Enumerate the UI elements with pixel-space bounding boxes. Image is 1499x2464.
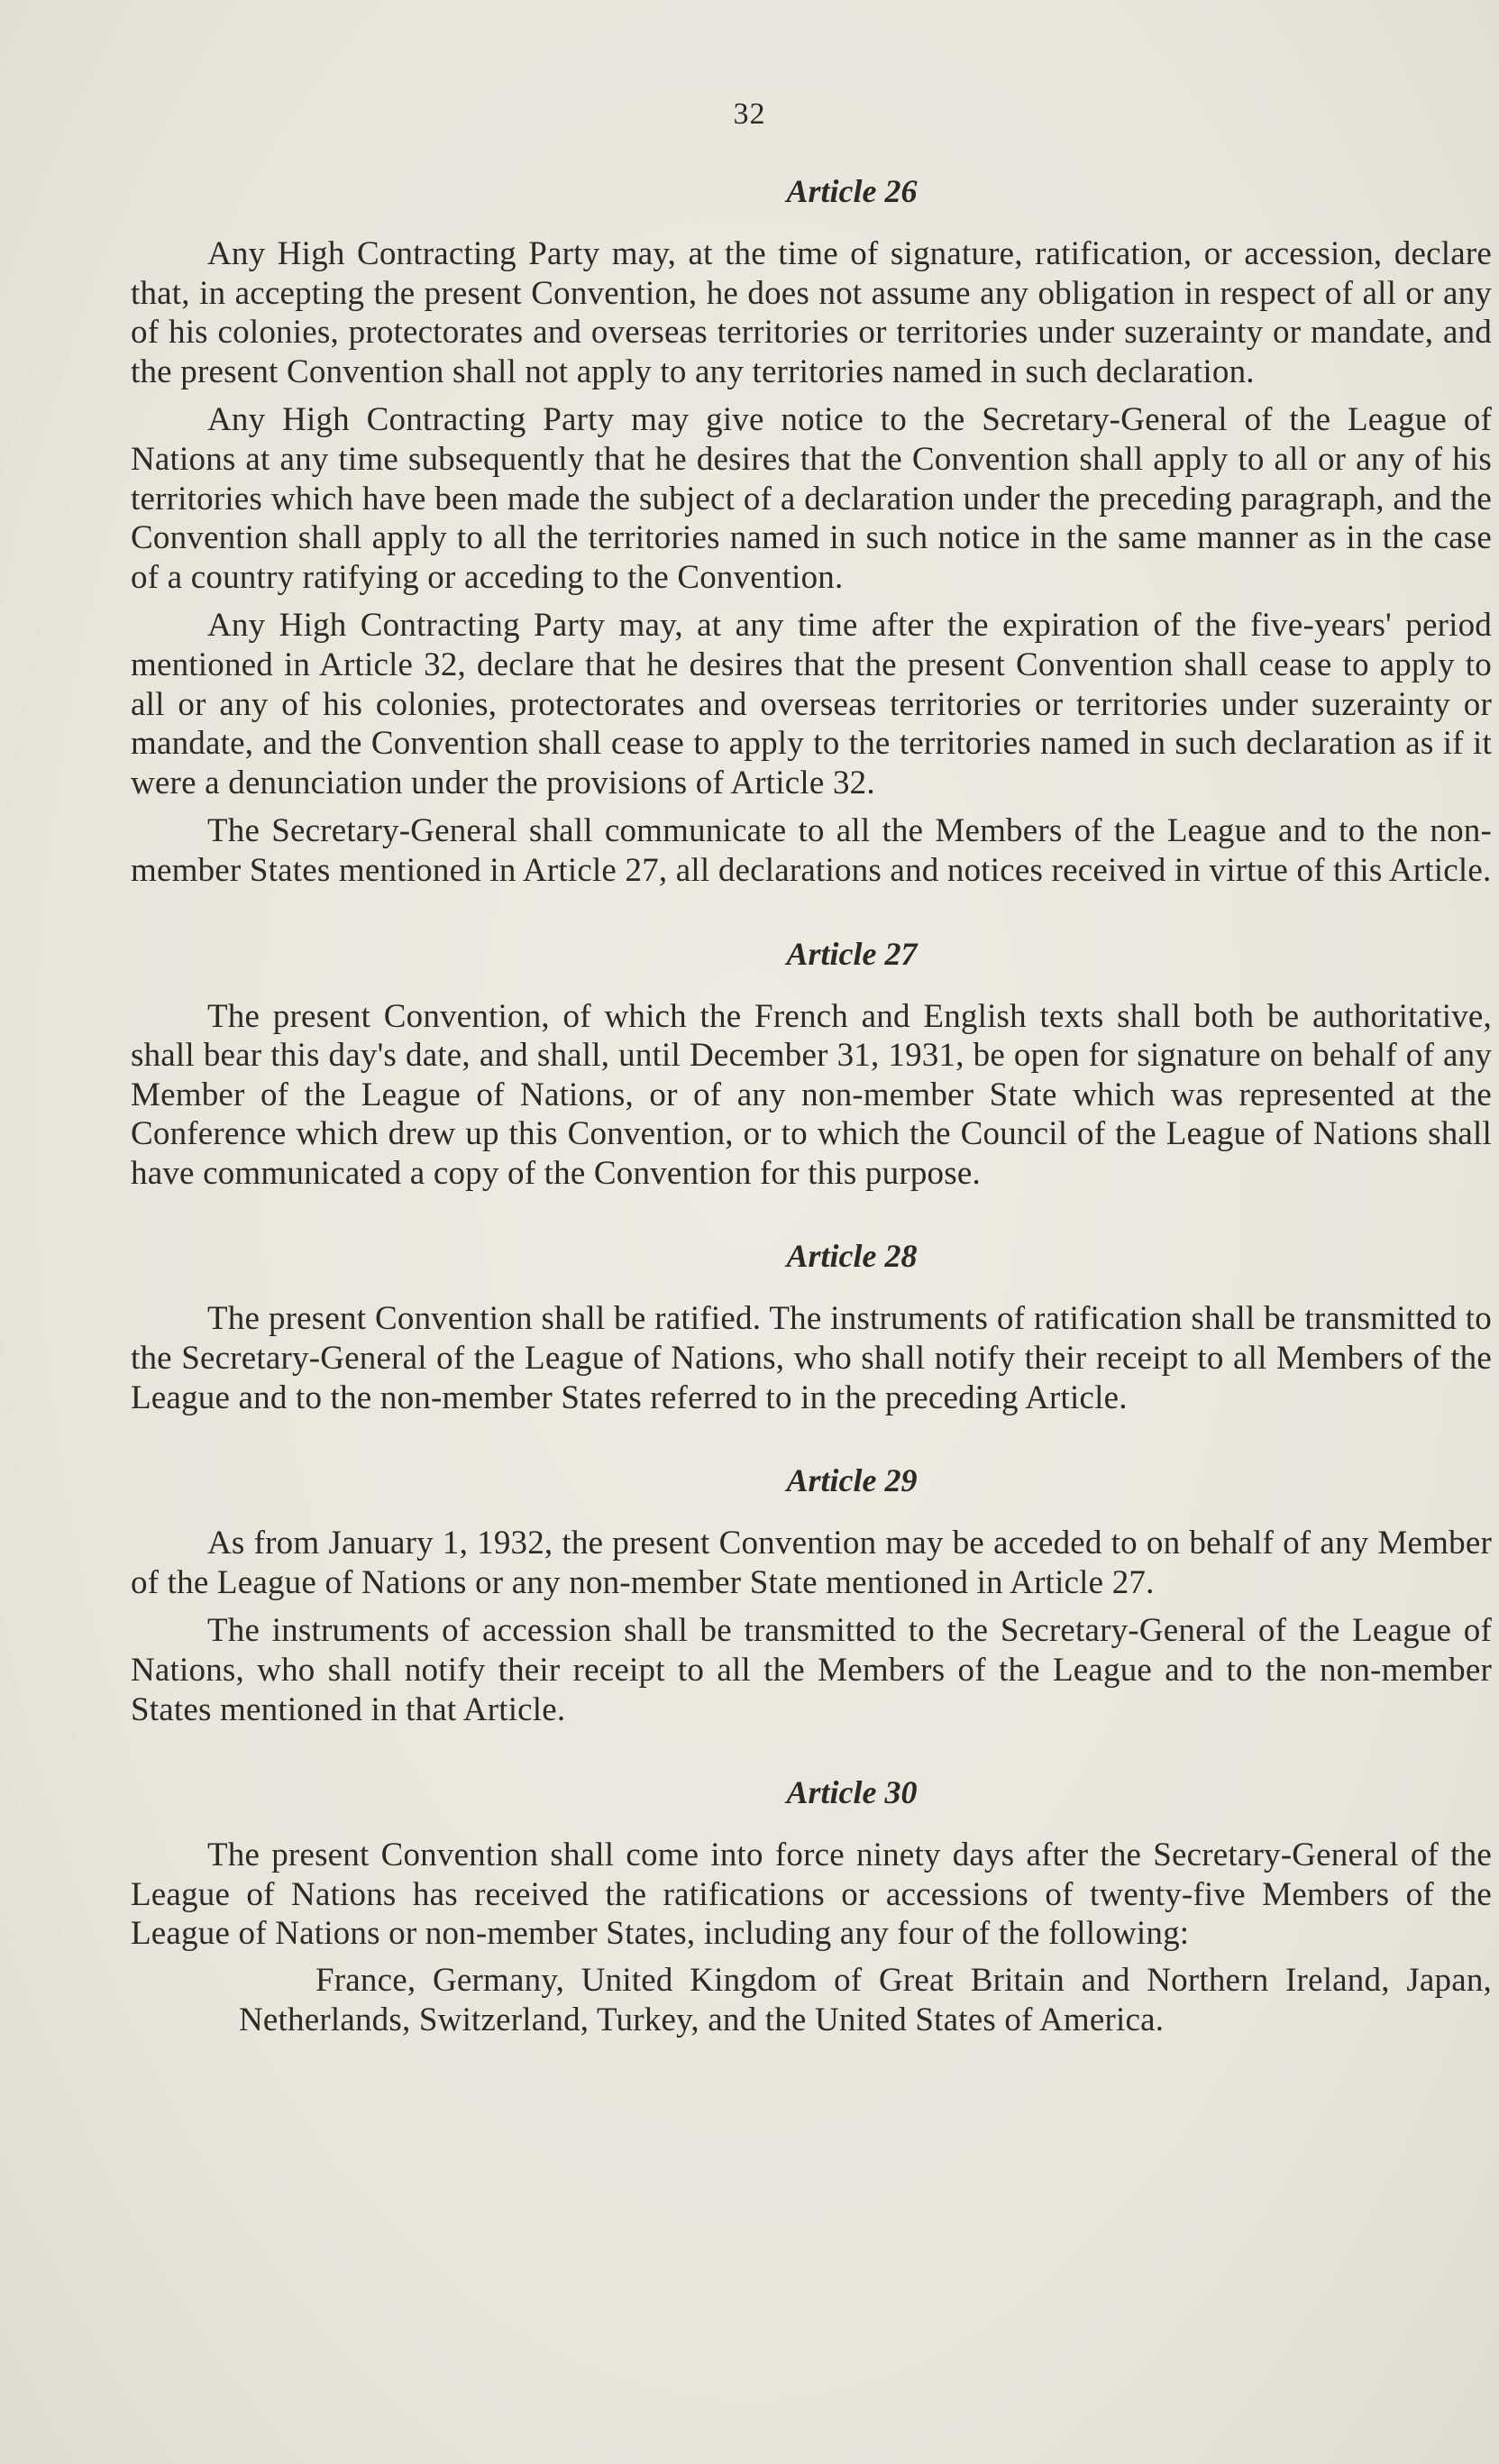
- article-heading: Article 30: [786, 1774, 918, 1811]
- article-heading: Article 29: [786, 1462, 918, 1499]
- article-paragraph: Any High Contracting Party may, at any time after the expiration of the five-years' period mentioned in Article 32, declare that he desires that the present Convention shall cease to apply to all or any of his colonies, protectorates and overseas territories or territories under suzerainty or mandate, and the Convention shall cease to apply to the territories named in such declaration as if it were a denunciation under the provisions of Article 32.: [131, 607, 1492, 801]
- page-number: 32: [733, 97, 766, 131]
- article-paragraph: The present Convention shall come into force ninety days after the Secretary-General of the League of Nations has received the ratifications or accessions of twenty-five Members of the League of Nations or non-member States, including any four of the following:: [131, 1837, 1492, 1953]
- article-paragraph: The instruments of accession shall be transmitted to the Secretary-General of the League of Nations, who shall notify their receipt to all the Members of the League and to the non-member States mentioned in that Article.: [131, 1612, 1492, 1728]
- article-paragraph: Any High Contracting Party may, at the time of signature, ratification, or accession, declare that, in accepting the present Convention, he does not assume any obligation in respect of all or any of his colonies, protectorates and overseas territories or territories under suzerainty or mandate, and the present Convention shall not apply to any territories named in such declaration.: [131, 235, 1492, 390]
- article-heading: Article 26: [786, 173, 918, 209]
- article-heading: Article 27: [786, 935, 918, 972]
- article-paragraph: Any High Contracting Party may give notice to the Secretary-General of the League of Nations at any time subsequently that he desires that the Convention shall apply to all or any of his territories which have been made the subject of a declaration under the preceding paragraph, and the Convention shall apply to all the territories named in such notice in the same manner as in the case of a country ratifying or acceding to the Convention.: [131, 401, 1492, 596]
- article-paragraph: The present Convention shall be ratified. The instruments of ratification shall be transmitted to the Secretary-General of the League of Nations, who shall notify their receipt to all Members of the League and to the non-member States referred to in the preceding Article.: [131, 1300, 1492, 1416]
- article-paragraph: The present Convention, of which the French and English texts shall both be authoritative, shall bear this day's date, and shall, until December 31, 1931, be open for signature on behalf of any Member of the League of Nations, or of any non-member State which was represented at the Conference which drew up this Convention, or to which the Council of the League of Nations shall have communicated a copy of the Convention for this purpose.: [131, 997, 1492, 1192]
- country-list-paragraph: France, Germany, United Kingdom of Great Britain and Northern Ireland, Japan, Netherlands, Switzerland, Turkey, and the United States of America.: [239, 1962, 1492, 2038]
- document-body: [131, 171, 1492, 2039]
- article-paragraph: As from January 1, 1932, the present Convention may be acceded to on behalf of any Member of the League of Nations or any non-member State mentioned in Article 27.: [131, 1525, 1492, 1601]
- article-paragraph: The Secretary-General shall communicate to all the Members of the League and to the non-member States mentioned in Article 27, all declarations and notices received in virtue of this Article.: [131, 812, 1492, 889]
- article-heading: Article 28: [786, 1238, 918, 1275]
